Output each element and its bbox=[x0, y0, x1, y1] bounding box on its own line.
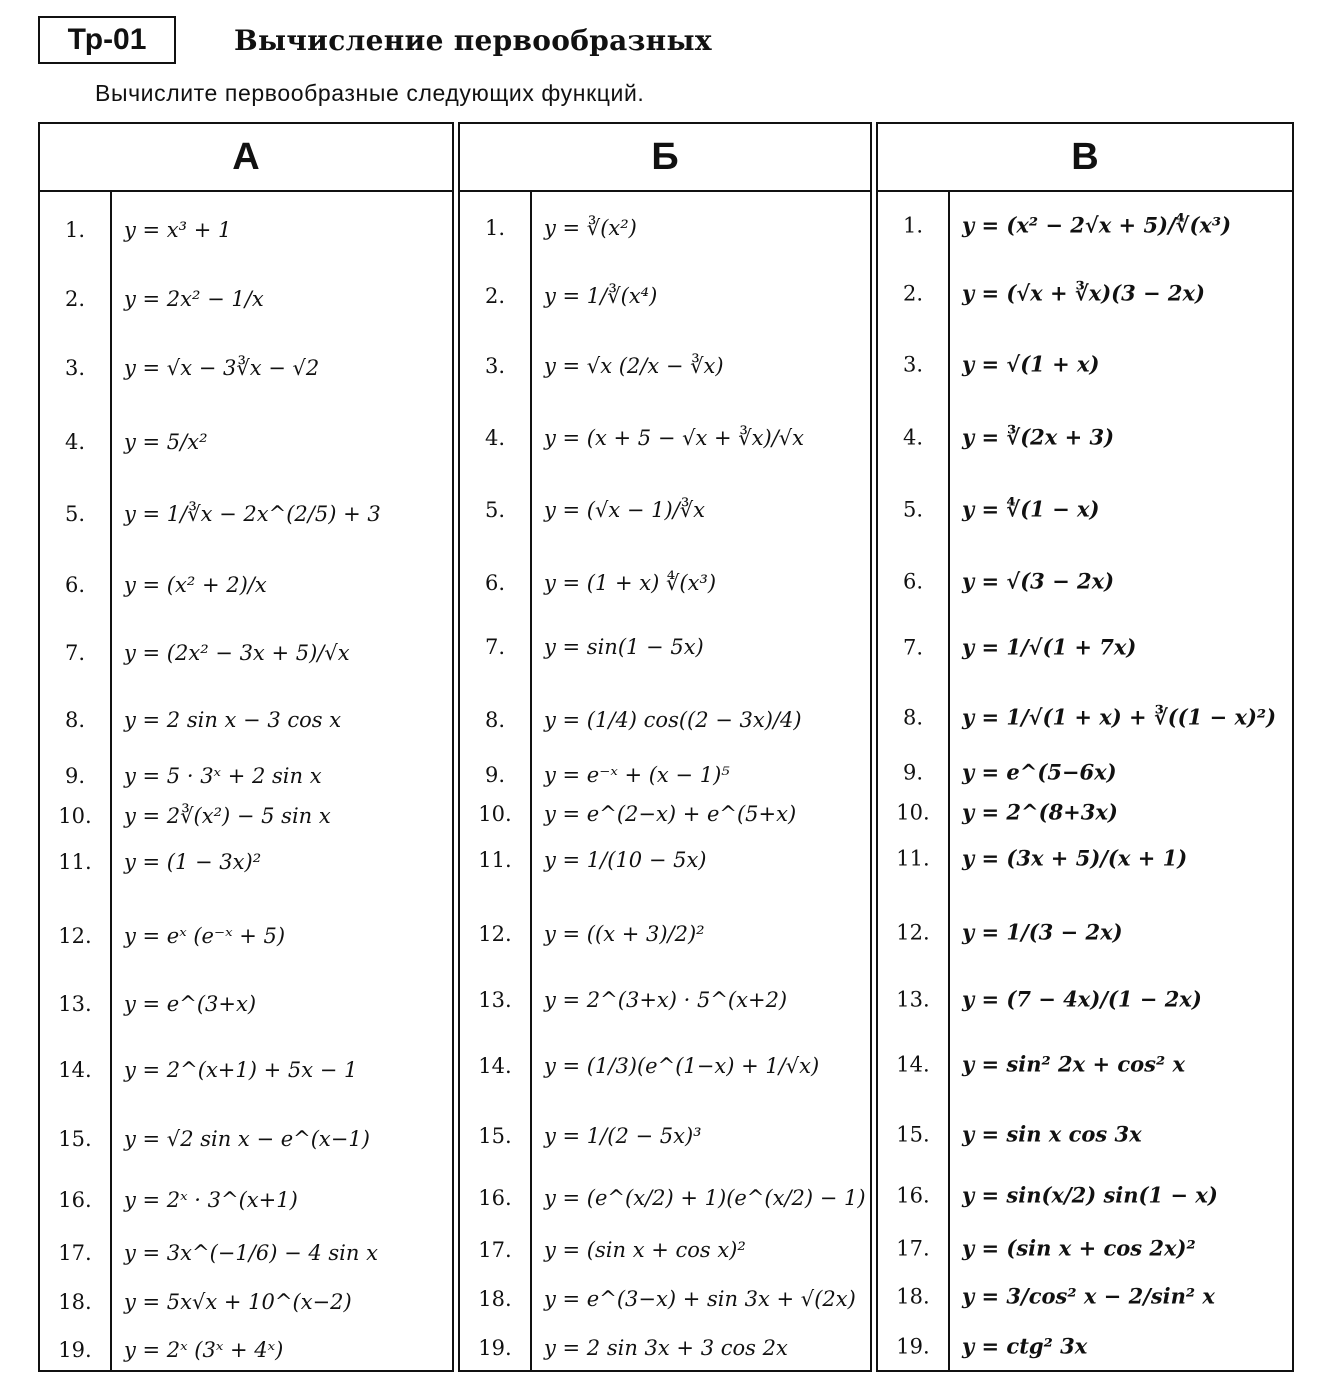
item-number: 6. bbox=[484, 571, 506, 595]
item-number: 5. bbox=[64, 502, 86, 526]
item-number: 19. bbox=[896, 1334, 930, 1358]
item-number: 19. bbox=[58, 1338, 92, 1362]
list-item bbox=[460, 802, 870, 826]
list-item bbox=[460, 498, 870, 522]
list-item bbox=[878, 705, 1292, 730]
task-code: Тр-01 bbox=[38, 16, 176, 64]
list-item bbox=[878, 213, 1292, 238]
function-formula: y = √(1 + x) bbox=[962, 351, 1100, 377]
list-item bbox=[878, 1122, 1292, 1147]
item-number: 16. bbox=[58, 1188, 92, 1212]
function-formula: y = sin(x/2) sin(1 − x) bbox=[962, 1182, 1218, 1208]
list-item bbox=[878, 1334, 1292, 1359]
item-number: 14. bbox=[58, 1058, 92, 1082]
item-number: 14. bbox=[896, 1052, 930, 1076]
list-item bbox=[460, 1238, 870, 1262]
function-formula: y = (e^(x/2) + 1)(e^(x/2) − 1) bbox=[544, 1186, 866, 1210]
function-formula: y = (1 + x) ∜(x³) bbox=[544, 571, 717, 595]
item-number: 11. bbox=[896, 846, 930, 870]
item-number: 18. bbox=[896, 1284, 930, 1308]
list-item bbox=[40, 764, 452, 788]
function-formula: y = (1 − 3x)² bbox=[124, 850, 262, 874]
list-item bbox=[40, 804, 452, 828]
function-formula: y = (x² − 2√x + 5)/∜(x³) bbox=[962, 212, 1232, 238]
list-item bbox=[878, 987, 1292, 1012]
list-item bbox=[878, 352, 1292, 377]
list-item bbox=[878, 635, 1292, 660]
item-number: 15. bbox=[478, 1124, 512, 1148]
function-formula: y = e^(3−x) + sin 3x + √(2x) bbox=[544, 1287, 856, 1311]
column-c-header: В bbox=[878, 124, 1292, 192]
list-item bbox=[878, 497, 1292, 522]
column-c bbox=[876, 122, 1294, 1372]
function-formula: y = ((x + 3)/2)² bbox=[544, 922, 705, 946]
item-number: 6. bbox=[902, 569, 924, 593]
item-number: 4. bbox=[902, 425, 924, 449]
item-number: 13. bbox=[478, 988, 512, 1012]
item-number: 7. bbox=[902, 635, 924, 659]
function-formula: y = sin x cos 3x bbox=[962, 1121, 1142, 1147]
function-formula: y = 2ˣ · 3^(x+1) bbox=[124, 1188, 298, 1212]
list-item bbox=[460, 284, 870, 308]
instruction-text: Вычислите первообразные следующих функций. bbox=[95, 80, 645, 106]
function-formula: y = √(3 − 2x) bbox=[962, 568, 1115, 594]
function-formula: y = 5/x² bbox=[124, 430, 208, 454]
list-item bbox=[878, 800, 1292, 825]
item-number: 14. bbox=[478, 1054, 512, 1078]
item-number: 8. bbox=[902, 705, 924, 729]
item-number: 7. bbox=[484, 635, 506, 659]
function-formula: y = e^(2−x) + e^(5+x) bbox=[544, 802, 797, 826]
item-number: 1. bbox=[64, 218, 86, 242]
list-item bbox=[460, 1124, 870, 1148]
item-number: 10. bbox=[58, 804, 92, 828]
item-number: 3. bbox=[64, 356, 86, 380]
item-number: 16. bbox=[478, 1186, 512, 1210]
function-formula: y = eˣ (e⁻ˣ + 5) bbox=[124, 924, 286, 948]
column-b-header: Б bbox=[460, 124, 870, 192]
list-item bbox=[460, 354, 870, 378]
list-item bbox=[460, 1054, 870, 1078]
list-item bbox=[460, 426, 870, 450]
list-item bbox=[40, 430, 452, 454]
function-formula: y = 1/∛x − 2x^(2/5) + 3 bbox=[124, 502, 381, 526]
item-number: 16. bbox=[896, 1183, 930, 1207]
function-formula: y = 2^(3+x) · 5^(x+2) bbox=[544, 988, 788, 1012]
list-item bbox=[40, 641, 452, 665]
function-formula: y = ∛(x²) bbox=[544, 216, 637, 240]
list-item bbox=[40, 1058, 452, 1082]
item-number: 11. bbox=[478, 848, 512, 872]
function-formula: y = e⁻ˣ + (x − 1)⁵ bbox=[544, 763, 730, 787]
item-number: 18. bbox=[478, 1287, 512, 1311]
function-formula: y = (√x + ∛x)(3 − 2x) bbox=[962, 280, 1205, 306]
list-item bbox=[460, 1186, 870, 1210]
list-item bbox=[878, 569, 1292, 594]
list-item bbox=[40, 992, 452, 1016]
list-item bbox=[40, 1290, 452, 1314]
item-number: 13. bbox=[896, 987, 930, 1011]
function-formula: y = (sin x + cos x)² bbox=[544, 1238, 746, 1262]
item-number: 4. bbox=[484, 426, 506, 450]
function-formula: y = 2ˣ (3ˣ + 4ˣ) bbox=[124, 1338, 284, 1362]
item-number: 2. bbox=[484, 284, 506, 308]
item-number: 9. bbox=[484, 763, 506, 787]
item-number: 2. bbox=[902, 281, 924, 305]
function-formula: y = 2 sin 3x + 3 cos 2x bbox=[544, 1336, 788, 1360]
function-formula: y = √x (2/x − ∛x) bbox=[544, 354, 724, 378]
item-number: 12. bbox=[58, 924, 92, 948]
function-formula: y = 2x² − 1/x bbox=[124, 287, 264, 311]
item-number: 19. bbox=[478, 1336, 512, 1360]
function-formula: y = (1/3)(e^(1−x) + 1/√x) bbox=[544, 1054, 820, 1078]
item-number: 3. bbox=[902, 352, 924, 376]
item-number: 10. bbox=[478, 802, 512, 826]
list-item bbox=[878, 281, 1292, 306]
item-number: 6. bbox=[64, 573, 86, 597]
function-formula: y = e^(3+x) bbox=[124, 992, 257, 1016]
list-item bbox=[460, 1287, 870, 1311]
function-formula: y = 1/√(1 + 7x) bbox=[962, 634, 1137, 660]
function-formula: y = (sin x + cos 2x)² bbox=[962, 1235, 1196, 1261]
function-formula: y = e^(5−6x) bbox=[962, 759, 1117, 785]
list-item bbox=[878, 846, 1292, 871]
function-formula: y = (2x² − 3x + 5)/√x bbox=[124, 641, 350, 665]
list-item bbox=[40, 573, 452, 597]
item-number: 12. bbox=[896, 920, 930, 944]
function-formula: y = 1/(2 − 5x)³ bbox=[544, 1124, 702, 1148]
item-number: 15. bbox=[58, 1127, 92, 1151]
item-number: 12. bbox=[478, 922, 512, 946]
list-item bbox=[878, 1284, 1292, 1309]
item-number: 3. bbox=[484, 354, 506, 378]
function-formula: y = √x − 3∛x − √2 bbox=[124, 356, 320, 380]
item-number: 1. bbox=[902, 213, 924, 237]
list-item bbox=[460, 922, 870, 946]
function-formula: y = 1/√(1 + x) + ∛((1 − x)²) bbox=[962, 704, 1277, 730]
list-item bbox=[460, 708, 870, 732]
list-item bbox=[460, 988, 870, 1012]
function-formula: y = (x² + 2)/x bbox=[124, 573, 267, 597]
list-item bbox=[40, 1338, 452, 1362]
column-a-header: А bbox=[40, 124, 452, 192]
function-formula: y = sin² 2x + cos² x bbox=[962, 1051, 1185, 1077]
item-number: 11. bbox=[58, 850, 92, 874]
column-a bbox=[38, 122, 454, 1372]
function-formula: y = (√x − 1)/∛x bbox=[544, 498, 706, 522]
list-item bbox=[40, 1127, 452, 1151]
list-item bbox=[460, 763, 870, 787]
item-number: 7. bbox=[64, 641, 86, 665]
item-number: 8. bbox=[484, 708, 506, 732]
list-item bbox=[40, 850, 452, 874]
item-number: 2. bbox=[64, 287, 86, 311]
item-number: 4. bbox=[64, 430, 86, 454]
item-number: 18. bbox=[58, 1290, 92, 1314]
function-formula: y = (x + 5 − √x + ∛x)/√x bbox=[544, 426, 804, 450]
list-item bbox=[460, 635, 870, 659]
function-formula: y = 3x^(−1/6) − 4 sin x bbox=[124, 1241, 378, 1265]
column-c-rows bbox=[878, 192, 1292, 1370]
function-formula: y = ∛(2x + 3) bbox=[962, 424, 1115, 450]
function-formula: y = 3/cos² x − 2/sin² x bbox=[962, 1283, 1215, 1309]
item-number: 13. bbox=[58, 992, 92, 1016]
function-formula: y = 5x√x + 10^(x−2) bbox=[124, 1290, 352, 1314]
list-item bbox=[40, 287, 452, 311]
list-item bbox=[878, 920, 1292, 945]
list-item bbox=[40, 502, 452, 526]
item-number: 9. bbox=[64, 764, 86, 788]
item-number: 8. bbox=[64, 708, 86, 732]
list-item bbox=[878, 1236, 1292, 1261]
list-item bbox=[460, 216, 870, 240]
list-item bbox=[40, 924, 452, 948]
list-item bbox=[878, 1183, 1292, 1208]
function-formula: y = sin(1 − 5x) bbox=[544, 635, 704, 659]
list-item bbox=[878, 760, 1292, 785]
list-item bbox=[460, 848, 870, 872]
function-formula: y = (7 − 4x)/(1 − 2x) bbox=[962, 986, 1202, 1012]
function-formula: y = √2 sin x − e^(x−1) bbox=[124, 1127, 370, 1151]
list-item bbox=[40, 356, 452, 380]
function-formula: y = 2^(x+1) + 5x − 1 bbox=[124, 1058, 358, 1082]
list-item bbox=[40, 218, 452, 242]
item-number: 5. bbox=[902, 497, 924, 521]
column-b-rows bbox=[460, 192, 870, 1370]
function-formula: y = 5 · 3ˣ + 2 sin x bbox=[124, 764, 322, 788]
list-item bbox=[460, 571, 870, 595]
function-formula: y = 2^(8+3x) bbox=[962, 799, 1118, 825]
list-item bbox=[40, 1241, 452, 1265]
list-item bbox=[878, 425, 1292, 450]
item-number: 15. bbox=[896, 1122, 930, 1146]
function-formula: y = (3x + 5)/(x + 1) bbox=[962, 845, 1188, 871]
column-a-rows bbox=[40, 192, 452, 1370]
function-formula: y = 2 sin x − 3 cos x bbox=[124, 708, 342, 732]
list-item bbox=[878, 1052, 1292, 1077]
list-item bbox=[460, 1336, 870, 1360]
function-formula: y = 1/∛(x⁴) bbox=[544, 284, 658, 308]
item-number: 9. bbox=[902, 760, 924, 784]
item-number: 17. bbox=[478, 1238, 512, 1262]
function-formula: y = ∜(1 − x) bbox=[962, 496, 1100, 522]
list-item bbox=[40, 708, 452, 732]
page-title: Вычисление первообразных bbox=[234, 24, 712, 57]
function-formula: y = x³ + 1 bbox=[124, 218, 232, 242]
item-number: 17. bbox=[58, 1241, 92, 1265]
list-item bbox=[40, 1188, 452, 1212]
item-number: 10. bbox=[896, 800, 930, 824]
item-number: 5. bbox=[484, 498, 506, 522]
column-b bbox=[458, 122, 872, 1372]
function-formula: y = ctg² 3x bbox=[962, 1333, 1088, 1359]
function-formula: y = (1/4) cos((2 − 3x)/4) bbox=[544, 708, 802, 732]
item-number: 17. bbox=[896, 1236, 930, 1260]
item-number: 1. bbox=[484, 216, 506, 240]
function-formula: y = 2∛(x²) − 5 sin x bbox=[124, 804, 331, 828]
function-formula: y = 1/(3 − 2x) bbox=[962, 919, 1123, 945]
function-formula: y = 1/(10 − 5x) bbox=[544, 848, 707, 872]
